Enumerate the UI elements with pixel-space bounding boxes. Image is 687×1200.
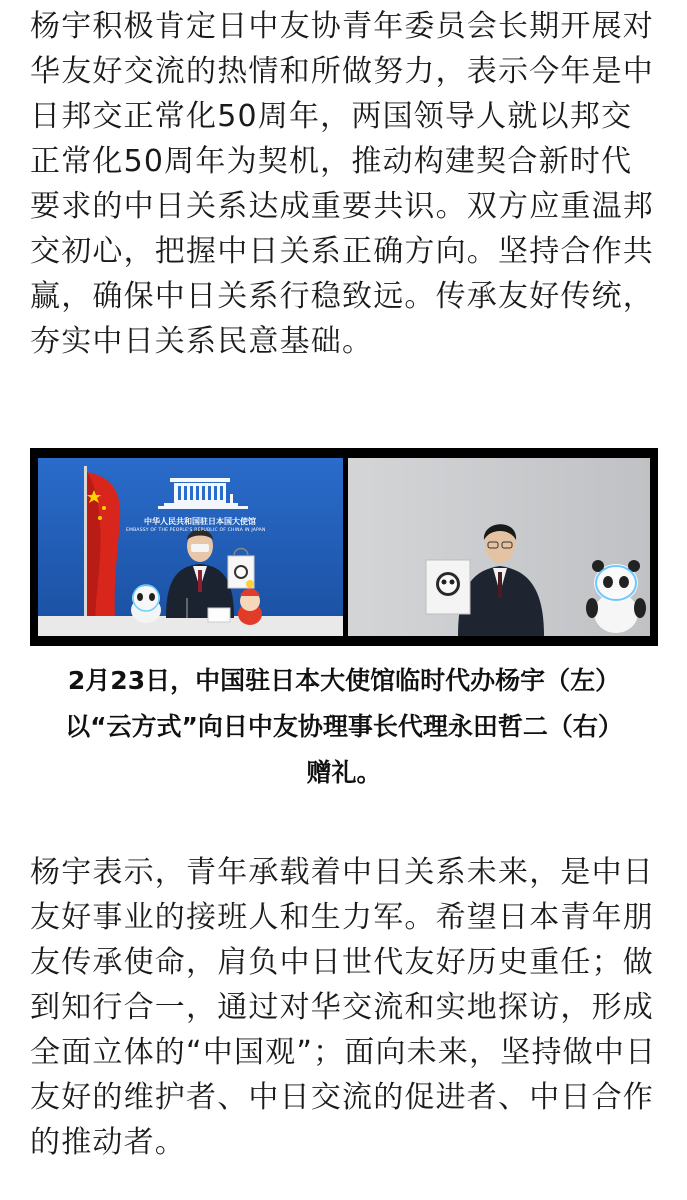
video-call-photo [30, 448, 658, 646]
caption-line-2: 以“云方式”向日中友协理事长代理永田哲二（右） [65, 712, 623, 741]
embassy-name-cn: 中华人民共和国驻日本国大使馆 [144, 517, 256, 526]
article-paragraph-2: 杨宇表示，青年承载着中日关系未来，是中日友好事业的接班人和生力军。希望日本青年朋友传承使命，肩负中日世代友好历史重任；做到知行合一，通过对华交流和实地探访，形成全面立体的“中国观”；面向未来，坚持做中日友好的维护者、中日交流的促进者、中日合作的推动者。 [30, 855, 657, 1160]
embassy-panel [38, 458, 343, 636]
japan-side-panel [348, 458, 650, 636]
article-paragraph-1: 杨宇积极肯定日中友协青年委员会长期开展对华友好交流的热情和所做努力，表示今年是中日邦交正常化50周年，两国领导人就以邦交正常化50周年为契机，推动构建契合新时代要求的中日关系达成重要共识。双方应重温邦交初心，把握中日关系正确方向。坚持合作共赢，确保中日关系行稳致远。传承友好传统，夯实中日关系民意基础。 [30, 9, 654, 359]
japan-side-illustration [348, 458, 650, 636]
caption-line-1: 2月23日，中国驻日本大使馆临时代办杨宇（左） [67, 666, 621, 695]
embassy-name-en: EMBASSY OF THE PEOPLE'S REPUBLIC OF CHINA IN JAPAN [126, 528, 266, 533]
gift-bag-right [426, 560, 470, 614]
photo-caption [30, 658, 658, 796]
embassy-scene-illustration [38, 458, 343, 636]
bing-dwen-dwen-mascot-left [131, 585, 161, 623]
caption-line-3: 赠礼。 [306, 758, 382, 787]
